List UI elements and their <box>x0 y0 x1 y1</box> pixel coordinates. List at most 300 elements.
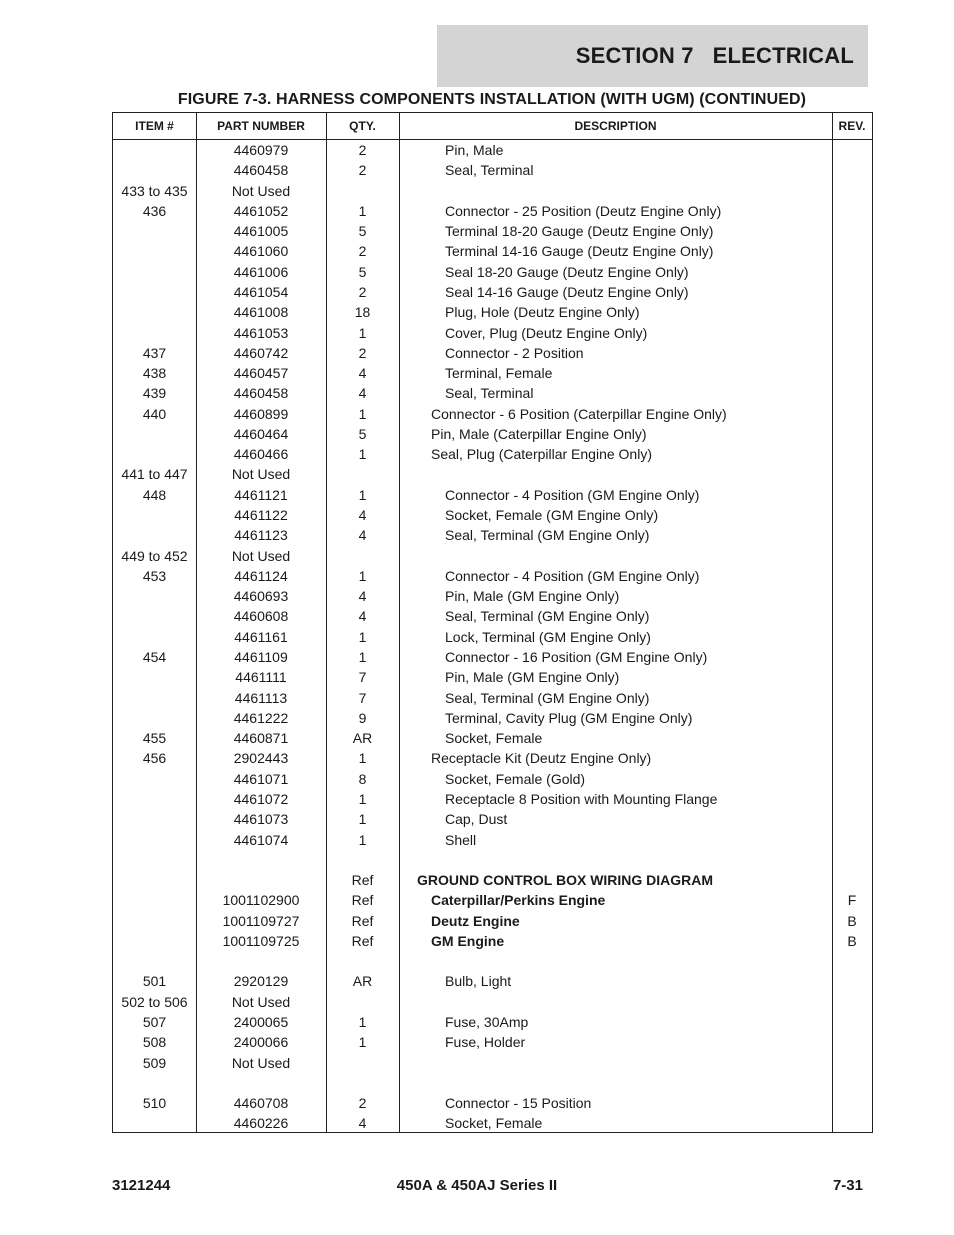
table-row <box>113 850 872 870</box>
rev-cell <box>832 830 872 850</box>
description-cell: Pin, Male (GM Engine Only) <box>445 669 620 686</box>
qty-cell: AR <box>352 973 373 990</box>
item-cell <box>113 262 196 282</box>
rev-cell <box>832 728 872 748</box>
description-cell: Terminal, Female <box>445 365 553 382</box>
part-number-cell: 4460899 <box>233 405 289 422</box>
table-row <box>113 302 872 322</box>
rev-cell <box>832 302 872 322</box>
rev-cell <box>832 221 872 241</box>
qty-cell: 1 <box>358 649 367 665</box>
part-number-cell: Not Used <box>231 993 291 1010</box>
description-cell: Connector - 6 Position (Caterpillar Engine Only) <box>431 405 727 422</box>
part-number-cell: 4461006 <box>233 263 289 280</box>
table-row <box>113 1032 872 1052</box>
qty-cell: 2 <box>358 283 367 300</box>
table-row <box>113 1073 872 1093</box>
table-row <box>113 728 872 748</box>
rev-cell <box>832 1093 872 1113</box>
table-row <box>113 931 872 951</box>
description-cell: Pin, Male <box>445 142 504 158</box>
part-number-cell: 4461121 <box>234 486 288 503</box>
table-row <box>113 748 872 768</box>
item-cell <box>113 160 196 180</box>
item-cell: 437 <box>142 344 167 361</box>
item-cell: 455 <box>142 730 167 747</box>
part-number-cell: Not Used <box>231 1054 291 1071</box>
description-cell: Shell <box>445 831 477 848</box>
description-cell: Pin, Male (Caterpillar Engine Only) <box>431 425 647 442</box>
description-cell: Socket, Female <box>445 1115 543 1132</box>
item-cell <box>113 424 196 444</box>
table-row <box>113 140 872 160</box>
table-row <box>113 890 872 910</box>
table-row <box>113 1113 872 1133</box>
part-number-cell: 4460871 <box>233 730 289 747</box>
rev-cell <box>832 667 872 687</box>
description-cell: Connector - 4 Position (GM Engine Only) <box>445 567 700 584</box>
rev-cell <box>832 464 872 484</box>
rev-cell <box>832 485 872 505</box>
qty-cell <box>326 464 399 484</box>
description-cell: Seal, Terminal <box>445 385 534 402</box>
rev-cell <box>832 1113 872 1133</box>
rev-cell <box>832 1032 872 1052</box>
rev-cell <box>832 992 872 1012</box>
part-number-cell: 4460608 <box>233 608 289 625</box>
part-number-cell: 4461054 <box>233 283 289 300</box>
part-number-cell: 4461123 <box>234 527 288 544</box>
rev-cell <box>832 181 872 201</box>
qty-cell <box>326 1053 399 1073</box>
description-cell: Connector - 2 Position <box>445 344 584 361</box>
table-row <box>113 830 872 850</box>
table-row <box>113 911 872 931</box>
part-number-cell: 1001102900 <box>222 892 300 909</box>
rev-cell: B <box>847 912 857 929</box>
rev-cell <box>832 140 872 160</box>
qty-cell: Ref <box>351 912 374 929</box>
qty-cell: 4 <box>358 385 367 402</box>
item-cell <box>113 606 196 626</box>
item-cell <box>113 140 196 160</box>
qty-cell <box>326 546 399 566</box>
description-cell: Connector - 15 Position <box>445 1095 592 1112</box>
item-cell: 449 to 452 <box>121 547 188 564</box>
item-cell <box>113 951 196 971</box>
table-row <box>113 546 872 566</box>
description-cell: Seal, Terminal <box>445 162 534 179</box>
part-number-cell: 4461109 <box>234 649 288 665</box>
item-cell: 501 <box>142 973 167 990</box>
rev-cell <box>832 606 872 626</box>
table-row <box>113 201 872 221</box>
part-number-cell: 4460466 <box>233 446 289 463</box>
part-number-cell: 4460226 <box>233 1115 289 1132</box>
qty-cell <box>326 951 399 971</box>
description-cell: Socket, Female (GM Engine Only) <box>445 507 659 524</box>
qty-cell: 1 <box>358 811 367 828</box>
figure-title: FIGURE 7-3. HARNESS COMPONENTS INSTALLATION (WITH UGM) (CONTINUED) <box>177 91 807 108</box>
rev-cell <box>832 769 872 789</box>
item-cell <box>113 282 196 302</box>
description-cell: Pin, Male (GM Engine Only) <box>445 588 620 605</box>
item-cell <box>113 850 196 870</box>
rev-cell <box>832 241 872 261</box>
table-row <box>113 1093 872 1113</box>
table-row <box>113 323 872 343</box>
description-cell: Connector - 25 Position (Deutz Engine Only) <box>445 202 722 219</box>
item-cell <box>113 505 196 525</box>
part-number-cell: 2400065 <box>233 1014 289 1031</box>
part-number-cell: 4461072 <box>233 790 289 807</box>
rev-cell: F <box>847 892 857 909</box>
item-cell <box>113 688 196 708</box>
description-cell <box>399 464 832 484</box>
part-number-cell: Not Used <box>231 182 291 199</box>
qty-cell: 1 <box>358 831 367 848</box>
rev-cell <box>832 627 872 647</box>
part-number-cell: 4461071 <box>233 770 289 787</box>
description-cell: Cover, Plug (Deutz Engine Only) <box>445 324 648 341</box>
description-cell <box>399 992 832 1012</box>
qty-cell: 4 <box>358 365 367 382</box>
table-row <box>113 282 872 302</box>
item-cell: 456 <box>142 750 167 767</box>
rev-cell <box>832 323 872 343</box>
table-row <box>113 485 872 505</box>
description-cell: Cap, Dust <box>445 811 508 828</box>
rev-cell <box>832 809 872 829</box>
rev-cell <box>832 383 872 403</box>
qty-cell: 2 <box>358 142 367 158</box>
rev-cell <box>832 201 872 221</box>
qty-cell: Ref <box>351 892 374 909</box>
part-number-cell: Not Used <box>231 466 291 483</box>
item-cell <box>113 627 196 647</box>
description-cell: Seal, Terminal (GM Engine Only) <box>445 527 650 544</box>
part-number-cell: 4460457 <box>233 365 289 382</box>
part-number-cell: 4461005 <box>233 223 289 240</box>
description-cell <box>399 1073 832 1093</box>
part-number-cell: 4461060 <box>233 243 289 260</box>
table-row <box>113 444 872 464</box>
table-row <box>113 667 872 687</box>
part-number-cell: 4460458 <box>233 385 289 402</box>
item-cell: 507 <box>142 1014 167 1031</box>
qty-cell: 5 <box>358 223 367 240</box>
description-cell: GROUND CONTROL BOX WIRING DIAGRAM <box>417 872 714 889</box>
description-cell: Deutz Engine <box>431 912 520 929</box>
qty-cell <box>326 850 399 870</box>
table-row <box>113 383 872 403</box>
item-cell <box>113 302 196 322</box>
qty-cell: 1 <box>358 750 367 767</box>
qty-cell: 1 <box>358 202 367 219</box>
qty-cell: 7 <box>358 669 367 686</box>
table-row <box>113 262 872 282</box>
description-cell: Connector - 4 Position (GM Engine Only) <box>445 486 700 503</box>
item-cell <box>113 870 196 890</box>
section-header <box>437 25 868 87</box>
table-row <box>113 586 872 606</box>
qty-cell: 1 <box>358 446 367 463</box>
qty-cell: 4 <box>358 527 367 544</box>
part-number-cell: 2400066 <box>233 1034 289 1051</box>
item-cell: 510 <box>142 1095 167 1112</box>
qty-cell: 5 <box>358 263 367 280</box>
table-row <box>113 688 872 708</box>
table-row <box>113 789 872 809</box>
item-cell: 438 <box>142 365 167 382</box>
item-cell <box>113 667 196 687</box>
description-cell: Plug, Hole (Deutz Engine Only) <box>445 304 640 321</box>
rev-cell <box>832 647 872 667</box>
qty-cell: 1 <box>358 1034 367 1051</box>
description-cell: Receptacle Kit (Deutz Engine Only) <box>431 750 652 767</box>
item-cell <box>113 1073 196 1093</box>
header-rev: REV. <box>838 119 866 133</box>
rev-cell <box>832 282 872 302</box>
qty-cell <box>326 1073 399 1093</box>
rev-cell <box>832 748 872 768</box>
item-cell <box>113 769 196 789</box>
header-description: DESCRIPTION <box>574 119 657 133</box>
table-row <box>113 160 872 180</box>
table-row <box>113 870 872 890</box>
table-row <box>113 769 872 789</box>
part-number-cell: 4460708 <box>233 1095 289 1112</box>
description-cell: Lock, Terminal (GM Engine Only) <box>445 628 651 645</box>
part-number-cell <box>196 1073 326 1093</box>
part-number-cell: 4461122 <box>234 507 288 524</box>
qty-cell: 1 <box>358 567 367 584</box>
table-header <box>113 113 872 140</box>
qty-cell: Ref <box>351 872 374 889</box>
description-cell <box>399 951 832 971</box>
description-cell: Socket, Female <box>445 730 543 747</box>
item-cell: 433 to 435 <box>121 182 188 199</box>
description-cell: Receptacle 8 Position with Mounting Flange <box>445 790 718 807</box>
rev-cell <box>832 546 872 566</box>
table-row <box>113 566 872 586</box>
item-cell <box>113 708 196 728</box>
part-number-cell: 4461222 <box>233 709 289 726</box>
item-cell <box>113 931 196 951</box>
qty-cell: 18 <box>354 304 371 321</box>
rev-cell <box>832 404 872 424</box>
qty-cell: Ref <box>351 932 374 949</box>
qty-cell: 2 <box>358 344 367 361</box>
description-cell: Terminal 18-20 Gauge (Deutz Engine Only) <box>445 223 714 240</box>
part-number-cell: 4460458 <box>233 162 289 179</box>
part-number-cell: 4461053 <box>233 324 289 341</box>
description-cell: Terminal 14-16 Gauge (Deutz Engine Only) <box>445 243 714 260</box>
description-cell <box>399 1053 832 1073</box>
rev-cell <box>832 424 872 444</box>
qty-cell: 4 <box>358 588 367 605</box>
rev-cell <box>832 363 872 383</box>
rev-cell: B <box>847 932 857 949</box>
item-cell <box>113 809 196 829</box>
rev-cell <box>832 708 872 728</box>
part-number-cell: 1001109725 <box>222 932 300 949</box>
qty-cell: 1 <box>358 628 367 645</box>
table-row <box>113 708 872 728</box>
item-cell: 508 <box>142 1034 167 1051</box>
part-number-cell: 4461124 <box>234 567 288 584</box>
table-row <box>113 505 872 525</box>
qty-cell: 2 <box>358 162 367 179</box>
qty-cell: 7 <box>358 689 367 706</box>
footer-page-number: 7-31 <box>832 1177 863 1194</box>
table-row <box>113 647 872 667</box>
description-cell: Fuse, Holder <box>445 1034 526 1051</box>
item-cell <box>113 323 196 343</box>
item-cell <box>113 444 196 464</box>
footer-doc-number: 3121244 <box>112 1177 171 1194</box>
description-cell <box>399 181 832 201</box>
rev-cell <box>832 870 872 890</box>
part-number-cell: 4461113 <box>234 689 288 706</box>
part-number-cell: 4460742 <box>233 344 289 361</box>
qty-cell: 9 <box>358 709 367 726</box>
table-row <box>113 1012 872 1032</box>
item-cell <box>113 525 196 545</box>
qty-cell: 1 <box>358 486 367 503</box>
table-row <box>113 464 872 484</box>
table-row <box>113 951 872 971</box>
part-number-cell <box>196 850 326 870</box>
description-cell: Caterpillar/Perkins Engine <box>431 892 606 909</box>
rev-cell <box>832 850 872 870</box>
rev-cell <box>832 688 872 708</box>
part-number-cell: 4460979 <box>233 142 289 158</box>
item-cell <box>113 789 196 809</box>
qty-cell: 4 <box>358 507 367 524</box>
rev-cell <box>832 343 872 363</box>
rev-cell <box>832 1073 872 1093</box>
header-item: ITEM # <box>135 119 174 133</box>
table-row <box>113 992 872 1012</box>
description-cell: Bulb, Light <box>445 973 512 990</box>
qty-cell: 2 <box>358 1095 367 1112</box>
part-number-cell: 4461074 <box>233 831 289 848</box>
description-cell: Terminal, Cavity Plug (GM Engine Only) <box>445 709 693 726</box>
table-row <box>113 241 872 261</box>
rev-cell <box>832 951 872 971</box>
description-cell: Connector - 16 Position (GM Engine Only) <box>445 649 708 665</box>
description-cell: Seal, Terminal (GM Engine Only) <box>445 689 650 706</box>
table-row <box>113 363 872 383</box>
table-row <box>113 525 872 545</box>
item-cell: 448 <box>142 486 167 503</box>
description-cell: Seal 18-20 Gauge (Deutz Engine Only) <box>445 263 689 280</box>
item-cell: 440 <box>142 405 167 422</box>
rev-cell <box>832 525 872 545</box>
table-row <box>113 606 872 626</box>
part-number-cell: 4460464 <box>233 425 289 442</box>
part-number-cell: 2902443 <box>233 750 289 767</box>
qty-cell: 1 <box>358 1014 367 1031</box>
part-number-cell: 4461161 <box>234 628 288 645</box>
description-cell <box>399 850 832 870</box>
item-cell: 436 <box>142 202 167 219</box>
rev-cell <box>832 505 872 525</box>
item-cell <box>113 911 196 931</box>
part-number-cell: 4460693 <box>233 588 289 605</box>
description-cell: Seal, Terminal (GM Engine Only) <box>445 608 650 625</box>
qty-cell: 4 <box>358 608 367 625</box>
table-row <box>113 809 872 829</box>
item-cell <box>113 221 196 241</box>
description-cell: Socket, Female (Gold) <box>445 770 586 787</box>
part-number-cell: 4461073 <box>233 811 289 828</box>
footer-series: 450A & 450AJ Series II <box>396 1177 558 1194</box>
rev-cell <box>832 1012 872 1032</box>
table-row <box>113 343 872 363</box>
description-cell <box>399 546 832 566</box>
qty-cell: 4 <box>358 1115 367 1132</box>
part-number-cell: 4461052 <box>233 202 289 219</box>
rev-cell <box>832 1053 872 1073</box>
qty-cell: 2 <box>358 243 367 260</box>
part-number-cell: 4461008 <box>233 304 289 321</box>
description-cell: Seal 14-16 Gauge (Deutz Engine Only) <box>445 283 689 300</box>
item-cell: 454 <box>142 649 167 665</box>
rev-cell <box>832 262 872 282</box>
qty-cell <box>326 992 399 1012</box>
rev-cell <box>832 160 872 180</box>
header-qty: QTY. <box>349 119 376 133</box>
qty-cell: 5 <box>358 425 367 442</box>
rev-cell <box>832 444 872 464</box>
rev-cell <box>832 586 872 606</box>
header-part-number: PART NUMBER <box>217 119 305 133</box>
item-cell: 502 to 506 <box>121 993 188 1010</box>
item-cell <box>113 830 196 850</box>
part-number-cell: Not Used <box>231 547 291 564</box>
item-cell <box>113 586 196 606</box>
qty-cell: AR <box>352 730 373 747</box>
part-number-cell: 1001109727 <box>222 912 300 929</box>
qty-cell: 1 <box>358 790 367 807</box>
item-cell: 453 <box>142 567 167 584</box>
item-cell: 441 to 447 <box>121 466 188 483</box>
qty-cell: 8 <box>358 770 367 787</box>
part-number-cell <box>196 951 326 971</box>
table-row <box>113 627 872 647</box>
item-cell <box>113 1113 196 1133</box>
qty-cell: 1 <box>358 405 367 422</box>
description-cell: Seal, Plug (Caterpillar Engine Only) <box>431 446 652 463</box>
item-cell <box>113 890 196 910</box>
rev-cell <box>832 971 872 991</box>
qty-cell <box>326 181 399 201</box>
description-cell: Fuse, 30Amp <box>445 1014 529 1031</box>
part-number-cell: 4461111 <box>235 669 287 686</box>
table-row <box>113 1053 872 1073</box>
table-row <box>113 424 872 444</box>
table-row <box>113 181 872 201</box>
part-number-cell <box>196 870 326 890</box>
table-row <box>113 404 872 424</box>
part-number-cell: 2920129 <box>233 973 289 990</box>
table-row <box>113 971 872 991</box>
section-title: SECTION 7 ELECTRICAL <box>575 43 854 68</box>
item-cell: 509 <box>142 1054 167 1071</box>
parts-table <box>112 112 873 1133</box>
